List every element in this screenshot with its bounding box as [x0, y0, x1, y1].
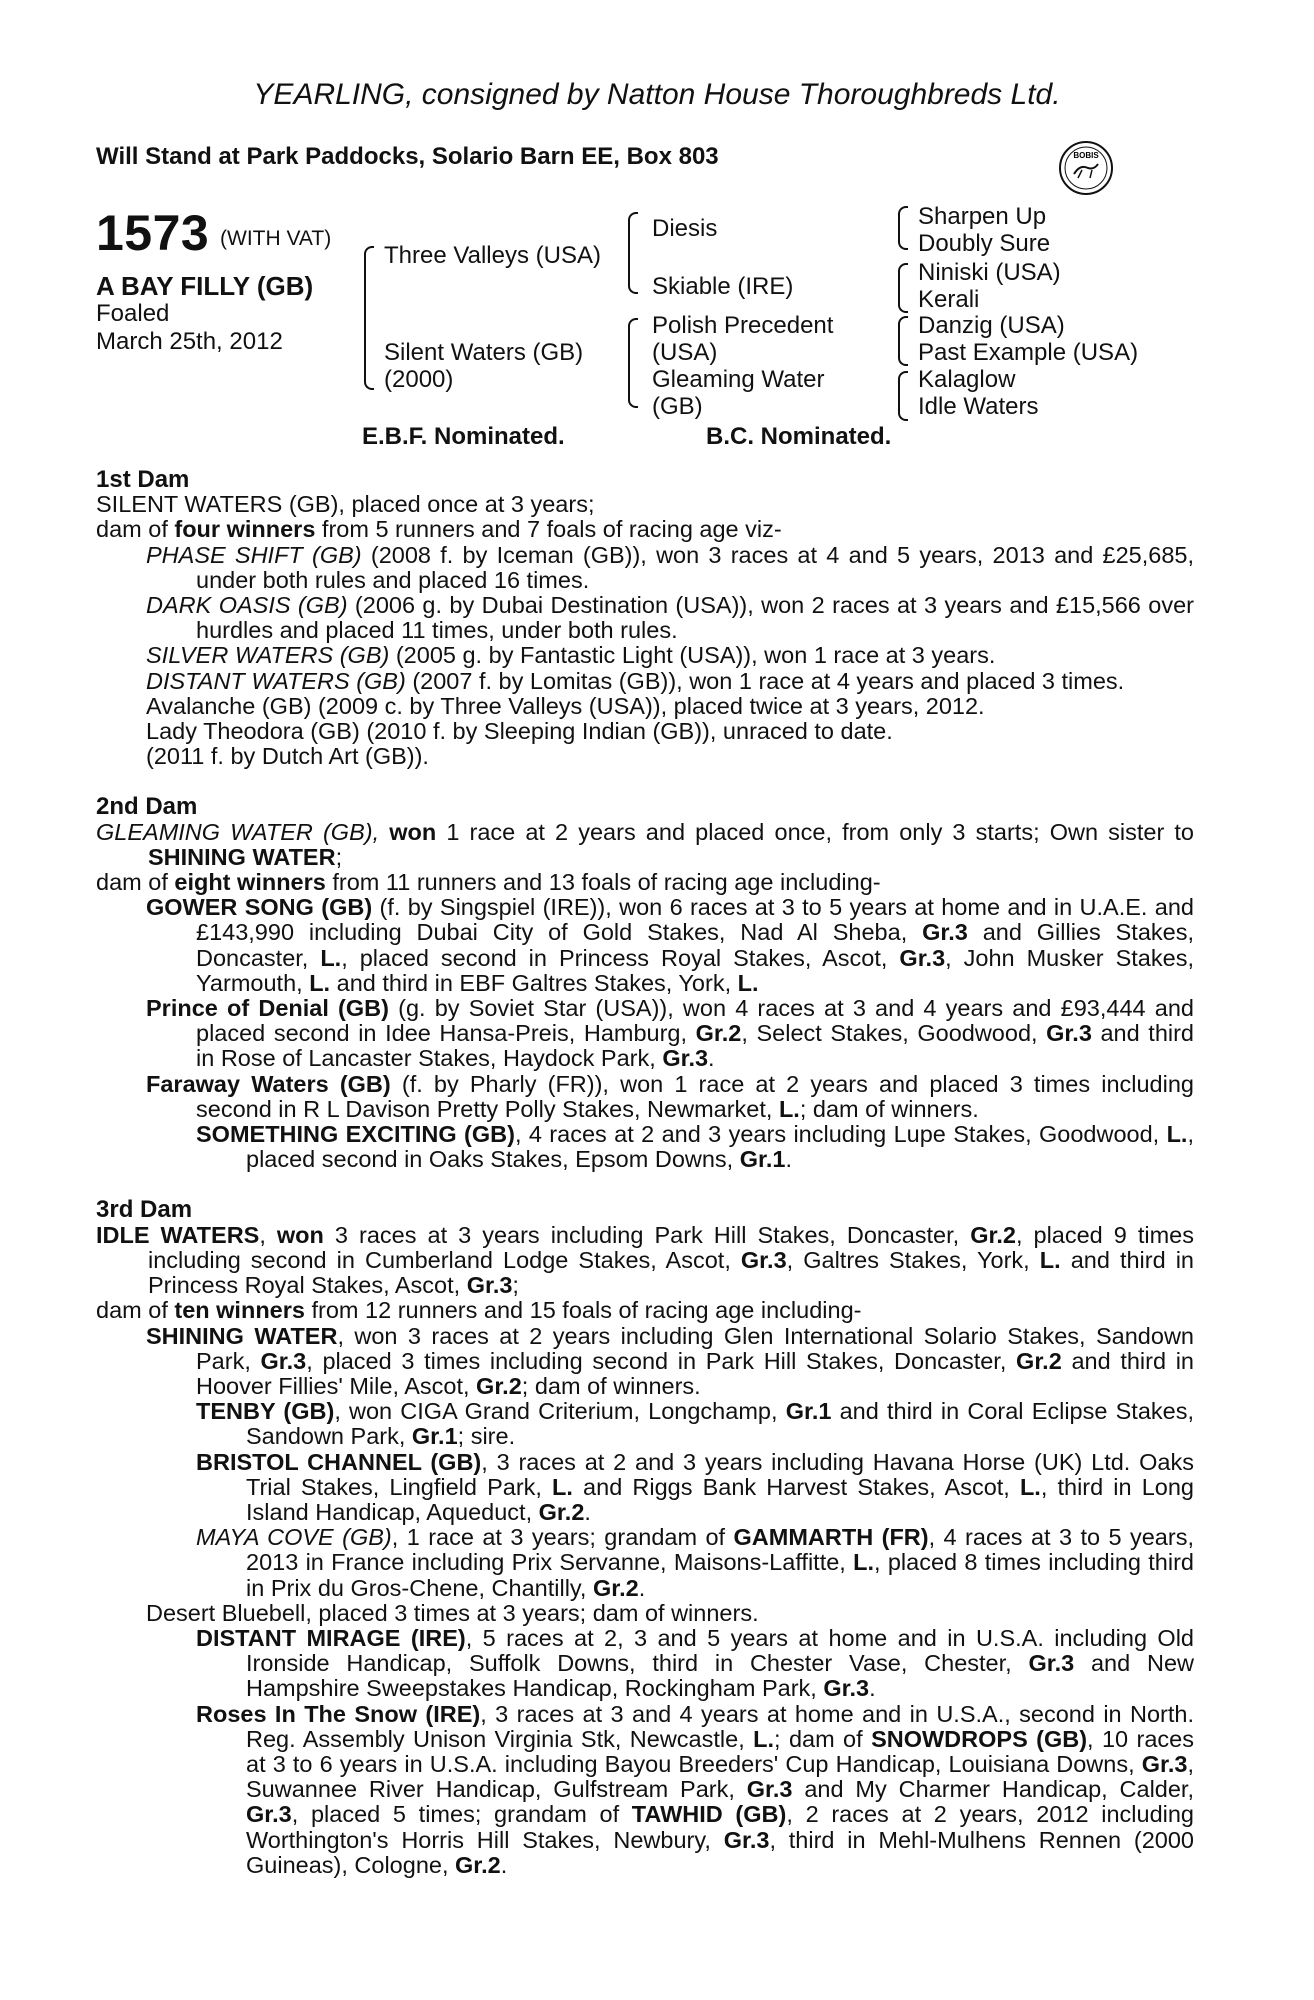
second-dam-line: GLEAMING WATER (GB), won 1 race at 2 years and placed once, from only 3 starts; Own sister to SHINING WATER; [96, 818, 1194, 870]
ggp-1: Sharpen Up [918, 203, 1047, 230]
first-dam-heading: 1st Dam [96, 466, 190, 493]
pedigree-brace-1 [364, 246, 374, 390]
page-title: YEARLING, consigned by Natton House Thoroughbreds Ltd. [253, 78, 1061, 111]
pedigree-brace-3 [628, 318, 638, 408]
third-dam-produce-summary: dam of ten winners from 12 runners and 15 foals of racing age including- [96, 1297, 862, 1324]
produce-entry: (2011 f. by Dutch Art (GB)). [146, 743, 429, 770]
dam-sire-line2: (USA) [652, 339, 718, 366]
lot-number: 1573 [96, 205, 210, 261]
lot-description: A BAY FILLY (GB) [96, 271, 314, 301]
second-dam-heading: 2nd Dam [96, 793, 198, 821]
dam-dam-line2: (GB) [652, 393, 703, 420]
produce-sub-entry: MAYA COVE (GB), 1 race at 3 years; grandam of GAMMARTH (FR), 4 races at 3 to 5 years, 2013 in France including Prix Servanne, Maisons-Laffitte, L., placed 8 times including third in Prix du Gros-Chene, Chantilly, Gr.2. [196, 1524, 1194, 1601]
sire: Three Valleys (USA) [384, 242, 601, 269]
ggp-8: Idle Waters [918, 393, 1039, 420]
second-dam-produce-summary: dam of eight winners from 11 runners and 13 foals of racing age including- [96, 869, 881, 896]
ggp-5: Danzig (USA) [918, 312, 1065, 339]
ggp-6: Past Example (USA) [918, 339, 1139, 366]
produce-entry: Avalanche (GB) (2009 c. by Three Valleys (USA)), placed twice at 3 years, 2012. [146, 692, 985, 719]
produce-sub-entry: BRISTOL CHANNEL (GB), 3 races at 2 and 3 years including Havana Horse (UK) Ltd. Oaks Trial Stakes, Lingfield Park, L. and Riggs Bank Harvest Stakes, Ascot, L., third in Long Island Handicap, Aqueduct, Gr.2. [196, 1448, 1194, 1525]
dam-sire-line1: Polish Precedent [652, 312, 834, 339]
ggp-4: Kerali [918, 286, 980, 313]
pedigree-brace-5 [898, 263, 908, 313]
produce-sub-entry: SOMETHING EXCITING (GB), 4 races at 2 and 3 years including Lupe Stakes, Goodwood, L., placed second in Oaks Stakes, Epsom Downs, Gr.1. [196, 1121, 1194, 1173]
produce-sub-entry: Roses In The Snow (IRE), 3 races at 3 and 4 years at home and in U.S.A., second in North. Reg. Assembly Unison Virginia Stk, Newcastle, L.; dam of SNOWDROPS (GB), 10 races at 3 to 6 years in U.S.A. including Bayou Breeders' Cup Handicap, Louisiana Downs, Gr.3, Suwannee River Handicap, Gulfstream Park, Gr.3 and My Charmer Handicap, Calder, Gr.3, placed 5 times; grandam of TAWHID (GB), 2 races at 2 years, 2012 including Worthington's Horris Hill Stakes, Newbury, Gr.3, third in Mehl-Mulhens Rennen (2000 Guineas), Cologne, Gr.2. [196, 1700, 1194, 1878]
foaled-label: Foaled [96, 300, 170, 327]
third-dam-heading: 3rd Dam [96, 1196, 193, 1224]
sire-sire: Diesis [652, 215, 718, 242]
first-dam-produce-summary: dam of four winners from 5 runners and 7 foals of racing age viz- [96, 516, 782, 543]
stand-location: Will Stand at Park Paddocks, Solario Barn EE, Box 803 [96, 143, 719, 170]
ebf-nomination: E.B.F. Nominated. [362, 423, 565, 450]
dam-name: Silent Waters (GB) [384, 339, 584, 366]
produce-sub-entry: DISTANT MIRAGE (IRE), 5 races at 2, 3 and 5 years at home and in U.S.A. including Old Ironside Handicap, Suffolk Downs, third in Chester Vase, Chester, Gr.3 and New Hampshire Sweepstakes Handicap, Rockingham Park, Gr.3. [196, 1624, 1195, 1702]
foaled-date: March 25th, 2012 [96, 328, 283, 355]
sire-dam: Skiable (IRE) [652, 273, 794, 300]
produce-entry: SILVER WATERS (GB) (2005 g. by Fantastic Light (USA)), won 1 race at 3 years. [146, 642, 996, 669]
ggp-2: Doubly Sure [918, 230, 1051, 257]
third-dam-line: IDLE WATERS, won 3 races at 3 years including Park Hill Stakes, Doncaster, Gr.2, placed 9 times including second in Cumberland Lodge Stakes, Ascot, Gr.3, Galtres Stakes, York, L. and third in Princess Royal Stakes, Ascot, Gr.3; [96, 1221, 1195, 1299]
dam-dam-line1: Gleaming Water [652, 366, 825, 393]
produce-entry: GOWER SONG (GB) (f. by Singspiel (IRE)), won 6 races at 3 to 5 years at home and in U.A.E. and £143,990 including Dubai City of Gold Stakes, Nad Al Sheba, Gr.3 and Gillies Stakes, Doncaster, L., placed second in Princess Royal Stakes, Ascot, Gr.3, John Musker Stakes, Yarmouth, L. and third in EBF Galtres Stakes, York, L. [146, 894, 1194, 996]
pedigree-brace-2 [628, 212, 638, 294]
produce-sub-entry: TENBY (GB), won CIGA Grand Criterium, Longchamp, Gr.1 and third in Coral Eclipse Stakes, Sandown Park, Gr.1; sire. [196, 1398, 1194, 1450]
bc-nomination: B.C. Nominated. [706, 423, 892, 450]
produce-entry: DISTANT WATERS (GB) (2007 f. by Lomitas (GB)), won 1 race at 4 years and placed 3 times. [146, 667, 1125, 694]
produce-entry: Prince of Denial (GB) (g. by Soviet Star (USA)), won 4 races at 3 and 4 years and £93,444 and placed second in Idee Hansa-Preis, Hamburg, Gr.2, Select Stakes, Goodwood, Gr.3 and third in Rose of Lancaster Stakes, Haydock Park, Gr.3. [146, 995, 1194, 1072]
logo-text: BOBIS [1073, 151, 1099, 160]
pedigree-body [96, 467, 1194, 1878]
ggp-3: Niniski (USA) [918, 259, 1061, 286]
produce-entry: Lady Theodora (GB) (2010 f. by Sleeping Indian (GB)), unraced to date. [146, 718, 893, 745]
bobis-logo [1058, 140, 1114, 196]
produce-entry: Faraway Waters (GB) (f. by Pharly (FR)), won 1 race at 2 years and placed 3 times including second in R L Davison Pretty Polly Stakes, Newmarket, L.; dam of winners. [146, 1070, 1194, 1122]
produce-entry: PHASE SHIFT (GB) (2008 f. by Iceman (GB)), won 3 races at 4 and 5 years, 2013 and £25,685, under both rules and placed 16 times. [146, 541, 1194, 593]
pedigree-brace-4 [898, 206, 908, 250]
pedigree-brace-7 [898, 371, 908, 421]
dam-year: (2000) [384, 366, 454, 393]
produce-entry: DARK OASIS (GB) (2006 g. by Dubai Destination (USA)), won 2 races at 3 years and £15,566 over hurdles and placed 11 times, under both rules. [146, 592, 1194, 644]
produce-entry: Desert Bluebell, placed 3 times at 3 years; dam of winners. [146, 1599, 759, 1626]
pedigree-brace-6 [898, 316, 908, 366]
produce-entry: SHINING WATER, won 3 races at 2 years including Glen International Solario Stakes, Sandown Park, Gr.3, placed 3 times including second in Park Hill Stakes, Doncaster, Gr.2 and third in Hoover Fillies' Mile, Ascot, Gr.2; dam of winners. [146, 1322, 1194, 1399]
first-dam-line: SILENT WATERS (GB), placed once at 3 years; [96, 491, 595, 518]
ggp-7: Kalaglow [918, 366, 1016, 393]
vat-label: (WITH VAT) [220, 227, 332, 250]
